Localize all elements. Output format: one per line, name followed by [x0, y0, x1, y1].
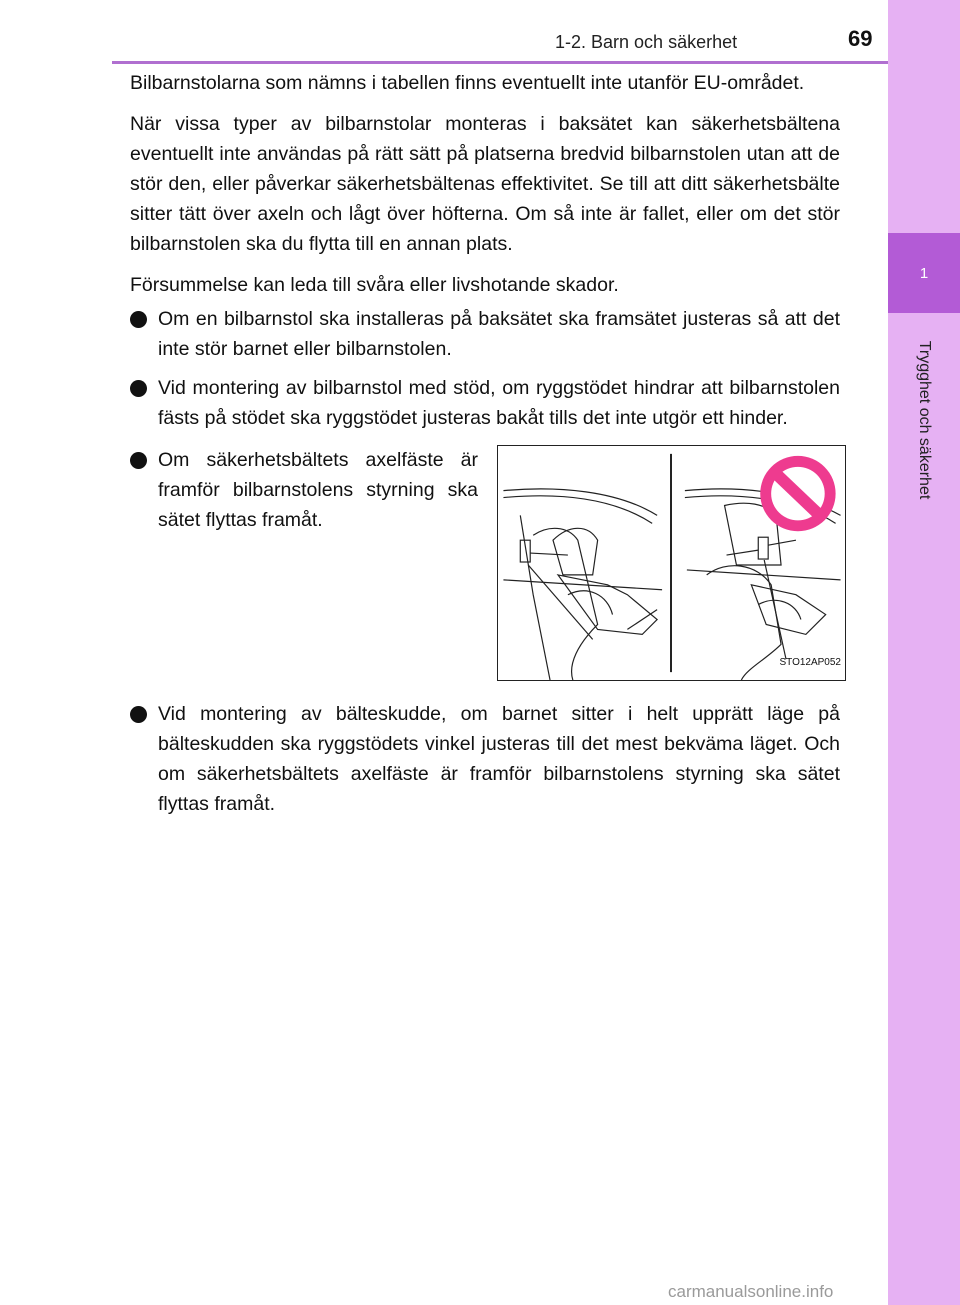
- bullet-text: Vid montering av bilbarnstol med stöd, om ryggstödet hindrar att bilbarnstolen fästs på stödet ska ryggstödet justeras bakåt tills det inte utgör ett hinder.: [158, 377, 840, 429]
- figure-row: [130, 445, 840, 693]
- paragraph-warning: Försummelse kan leda till svåra eller livshotande skador.: [130, 274, 619, 296]
- paragraph-belt-interference: När vissa typer av bilbarnstolar monteras i baksätet kan säkerhetsbältena eventuellt inte användas på rätt sätt på platserna bredvid bilbarnstolen utan att de stör den, eller påverkar säkerhetsbältenas effektivitet. Se till att ditt säkerhetsbälte sitter tätt över axeln och lågt över höfterna. Om så inte är fallet, eller om det stör bilbarnstolen ska du flytta till en annan plats.: [130, 113, 840, 255]
- bullet-dot-icon: [130, 452, 147, 469]
- bullet-text: Om en bilbarnstol ska installeras på baksätet ska framsätet justeras så att det inte stör barnet eller bilbarnstolen.: [158, 308, 840, 360]
- bullet-item: [130, 445, 478, 535]
- page-number: 69: [848, 26, 873, 51]
- seat-belt-drawing: [498, 446, 845, 680]
- figure-code: STO12AP052: [779, 657, 841, 668]
- section-title: 1-2. Barn och säkerhet: [555, 32, 738, 52]
- bullet-dot-icon: [130, 706, 147, 723]
- chapter-label: Trygghet och säkerhet: [916, 340, 933, 500]
- header-rule: [112, 61, 888, 64]
- chapter-number: 1: [888, 233, 960, 313]
- page-content: [130, 68, 840, 828]
- paragraph-eu-availability: Bilbarnstolarna som nämns i tabellen finns eventuellt inte utanför EU-området.: [130, 72, 805, 94]
- bullet-text: Om säkerhetsbältets axelfäste är framför bilbarnstolens styrning ska sätet flyttas framåt.: [158, 449, 478, 531]
- seat-belt-illustration: [497, 445, 846, 681]
- bullet-item: [130, 373, 840, 433]
- bullet-text: Vid montering av bälteskudde, om barnet sitter i helt upprätt läge på bälteskudden ska ryggstödets vinkel justeras till det mest bekväma läget. Och om säkerhetsbältets axelfäste är framför bilbarnstolens styrning ska sätet flyttas framåt.: [158, 703, 840, 815]
- bullet-dot-icon: [130, 311, 147, 328]
- watermark: carmanualsonline.info: [668, 1282, 834, 1301]
- bullet-dot-icon: [130, 380, 147, 397]
- bullet-item: [130, 304, 840, 364]
- bullet-item: [130, 699, 840, 819]
- chapter-side-tab: [888, 0, 960, 1305]
